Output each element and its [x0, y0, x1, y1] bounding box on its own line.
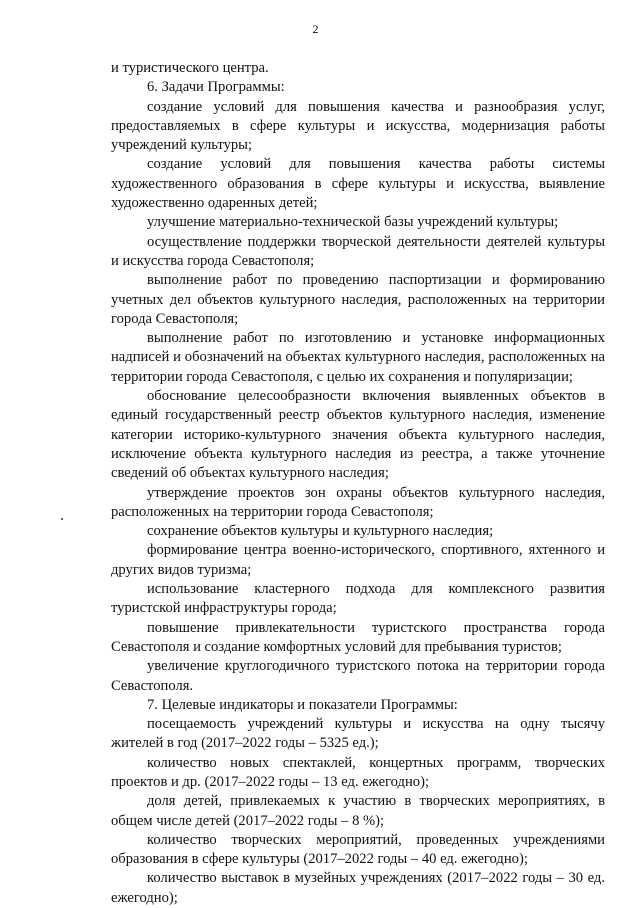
page-number: 2	[312, 22, 319, 36]
paragraph: количество выставок в музейных учреждениях (2017–2022 годы – 30 ед. ежегодно);	[111, 870, 605, 906]
paragraph: посещаемость учреждений культуры и искусства на одну тысячу жителей в год (2017–2022 годы – 5325 ед.);	[111, 716, 605, 752]
document-body	[111, 59, 605, 908]
paragraph: повышение привлекательности туристского пространства города Севастополя и создание комфортных условий для пребывания туристов;	[111, 619, 605, 655]
paragraph-continuation: и туристического центра.	[111, 60, 269, 76]
paragraph: выполнение работ по изготовлению и установке информационных надписей и обозначений на объектах культурного наследия, расположенных на территории города Севастополя, с целью их сохранения и популяризации;	[111, 330, 605, 385]
paragraph: создание условий для повышения качества работы системы художественного образования в сфере культуры и искусства, выявление художественно одаренных детей;	[111, 156, 605, 212]
paragraph: количество новых спектаклей, концертных программ, творческих проектов и др. (2017–2022 годы – 13 ед. ежегодно);	[111, 754, 605, 790]
paragraph: количество творческих мероприятий, проведенных учреждениями образования в сфере культуры (2017–2022 годы – 40 ед. ежегодно);	[111, 831, 605, 868]
paragraph: улучшение материально-технической базы учреждений культуры;	[147, 214, 559, 231]
paragraph: утверждение проектов зон охраны объектов культурного наследия, расположенных на территории города Севастополя;	[111, 484, 605, 520]
section-heading-indicators: 7. Целевые индикаторы и показатели Программы:	[147, 696, 458, 713]
scan-artifact-dot	[61, 518, 63, 520]
paragraph: увеличение круглогодичного туристского потока на территории города Севастополя.	[111, 658, 605, 694]
section-heading-tasks: 6. Задачи Программы:	[147, 79, 285, 96]
paragraph: осуществление поддержки творческой деятельности деятелей культуры и искусства города Севастополя;	[111, 233, 605, 269]
paragraph: выполнение работ по проведению паспортизации и формированию учетных дел объектов культурного наследия, расположенных на территории города Севастополя;	[111, 272, 605, 327]
paragraph: использование кластерного подхода для комплексного развития туристской инфраструктуры города;	[111, 581, 605, 617]
paragraph: создание условий для повышения качества и разнообразия услуг, предоставляемых в сфере культуры и искусства, модернизация работы учреждений культуры;	[111, 98, 605, 154]
paragraph: обоснование целесообразности включения выявленных объектов в единый государственный реестр объектов культурного наследия, изменение категории историко-культурного значения объекта культурного наследия, исключение объекта культурного наследия из реестра, а также уточнение сведений об объектах культурного наследия;	[111, 388, 605, 482]
paragraph: сохранение объектов культуры и культурного наследия;	[147, 523, 494, 540]
paragraph: формирование центра военно-исторического, спортивного, яхтенного и других видов туризма;	[111, 542, 605, 578]
paragraph: доля детей, привлекаемых к участию в творческих мероприятиях, в общем числе детей (2017–2022 годы – 8 %);	[111, 793, 605, 829]
